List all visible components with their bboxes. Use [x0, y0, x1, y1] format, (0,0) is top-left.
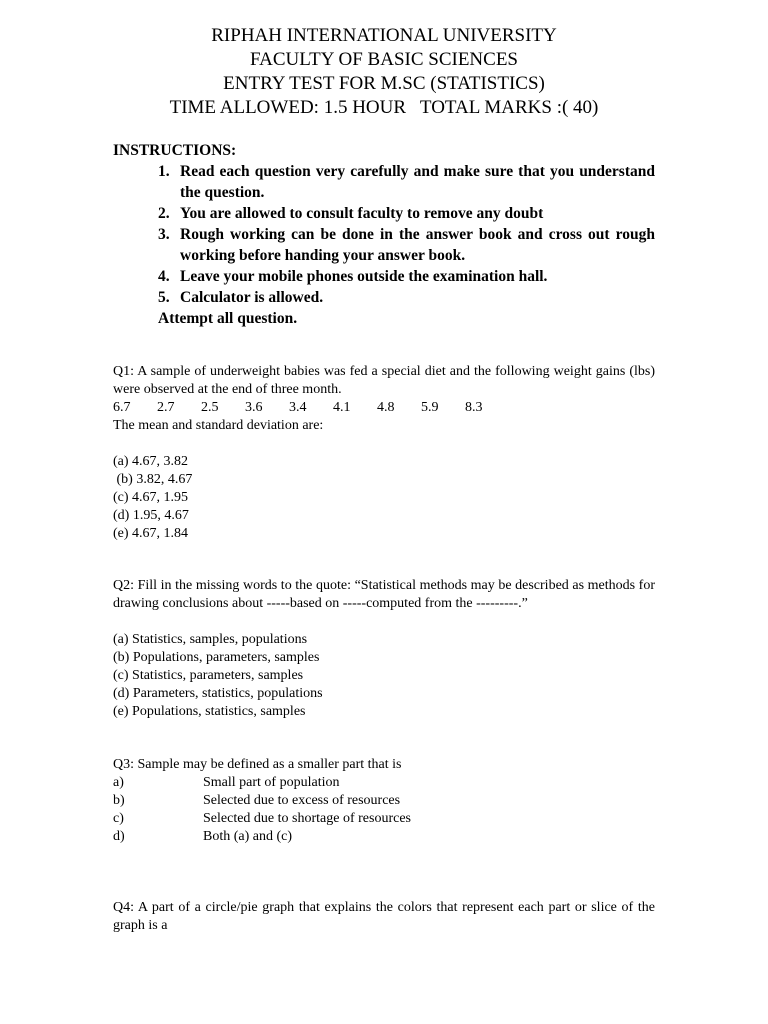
- option-letter: c): [113, 811, 124, 826]
- question-3: [113, 756, 655, 846]
- instruction-text: You are allowed to consult faculty to remove any doubt: [180, 205, 544, 222]
- question-1-option: (d) 1.95, 4.67: [113, 508, 189, 523]
- question-3-stem: Q3: Sample may be defined as a smaller part that is: [113, 757, 402, 772]
- option-text: Small part of population: [203, 775, 340, 790]
- spacer: [113, 613, 655, 631]
- instruction-item: [158, 161, 655, 203]
- option-text: Selected due to shortage of resources: [203, 811, 411, 826]
- instruction-text: Rough working can be done in the answer book and cross out rough working before handing your answer book.: [180, 226, 655, 264]
- instructions-list: [113, 161, 655, 308]
- university-name: RIPHAH INTERNATIONAL UNIVERSITY: [211, 25, 557, 46]
- question-2-option: (d) Parameters, statistics, populations: [113, 686, 323, 701]
- instruction-number: 2.: [158, 205, 170, 222]
- question-1-stem: Q1: A sample of underweight babies was fed a special diet and the following weight gains (lbs) were observed at the end of three month.: [113, 364, 655, 397]
- instruction-text: Calculator is allowed.: [180, 289, 324, 306]
- time-and-marks: TIME ALLOWED: 1.5 HOUR TOTAL MARKS :( 40): [169, 97, 599, 118]
- option-letter: a): [113, 775, 124, 790]
- question-2-option: (b) Populations, parameters, samples: [113, 650, 320, 665]
- data-value: 2.5: [201, 400, 219, 415]
- option-text: Both (a) and (c): [203, 829, 293, 844]
- instruction-item: [158, 203, 655, 224]
- question-4-stem: Q4: A part of a circle/pie graph that explains the colors that represent each part or slice of the graph is a: [113, 900, 655, 933]
- question-3-option: [113, 810, 655, 828]
- question-1-option: (a) 4.67, 3.82: [113, 454, 189, 469]
- question-1: [113, 363, 655, 543]
- instructions-title: INSTRUCTIONS:: [113, 142, 237, 159]
- question-1-option: (e) 4.67, 1.84: [113, 526, 189, 541]
- question-3-option: [113, 792, 655, 810]
- instruction-item: [158, 266, 655, 287]
- option-text: Selected due to excess of resources: [203, 793, 401, 808]
- instruction-number: 4.: [158, 268, 170, 285]
- instruction-item: [158, 224, 655, 266]
- data-value: 8.3: [465, 400, 483, 415]
- question-2-stem: Q2: Fill in the missing words to the quote: “Statistical methods may be described as methods for drawing conclusions about -----based on -----computed from the ---------.”: [113, 578, 655, 611]
- instruction-number: 5.: [158, 289, 170, 306]
- question-3-option: [113, 828, 655, 846]
- question-1-option: (b) 3.82, 4.67: [113, 472, 193, 487]
- question-2-option: (a) Statistics, samples, populations: [113, 632, 308, 647]
- question-2: [113, 577, 655, 721]
- data-value: 3.4: [289, 400, 307, 415]
- test-title: ENTRY TEST FOR M.SC (STATISTICS): [223, 73, 545, 94]
- instruction-number: 3.: [158, 226, 170, 243]
- option-letter: b): [113, 793, 125, 808]
- data-value: 2.7: [157, 400, 175, 415]
- spacer: [113, 435, 655, 453]
- question-1-prompt: The mean and standard deviation are:: [113, 418, 324, 433]
- data-value: 3.6: [245, 400, 263, 415]
- data-value: 6.7: [113, 400, 131, 415]
- question-1-option: (c) 4.67, 1.95: [113, 490, 189, 505]
- data-value: 5.9: [421, 400, 439, 415]
- instructions-section: [113, 140, 655, 329]
- question-3-option: [113, 774, 655, 792]
- question-4: [113, 899, 655, 935]
- question-2-option: (c) Statistics, parameters, samples: [113, 668, 304, 683]
- attempt-all-note: Attempt all question.: [158, 310, 298, 327]
- question-2-option: (e) Populations, statistics, samples: [113, 704, 306, 719]
- question-1-values: [113, 399, 655, 417]
- instruction-number: 1.: [158, 163, 170, 180]
- data-value: 4.8: [377, 400, 395, 415]
- instruction-text: Read each question very carefully and make sure that you understand the question.: [180, 163, 655, 201]
- option-letter: d): [113, 829, 125, 844]
- instruction-item: [158, 287, 655, 308]
- exam-header: [0, 24, 768, 120]
- faculty-name: FACULTY OF BASIC SCIENCES: [250, 49, 518, 70]
- instruction-text: Leave your mobile phones outside the examination hall.: [180, 268, 548, 285]
- data-value: 4.1: [333, 400, 351, 415]
